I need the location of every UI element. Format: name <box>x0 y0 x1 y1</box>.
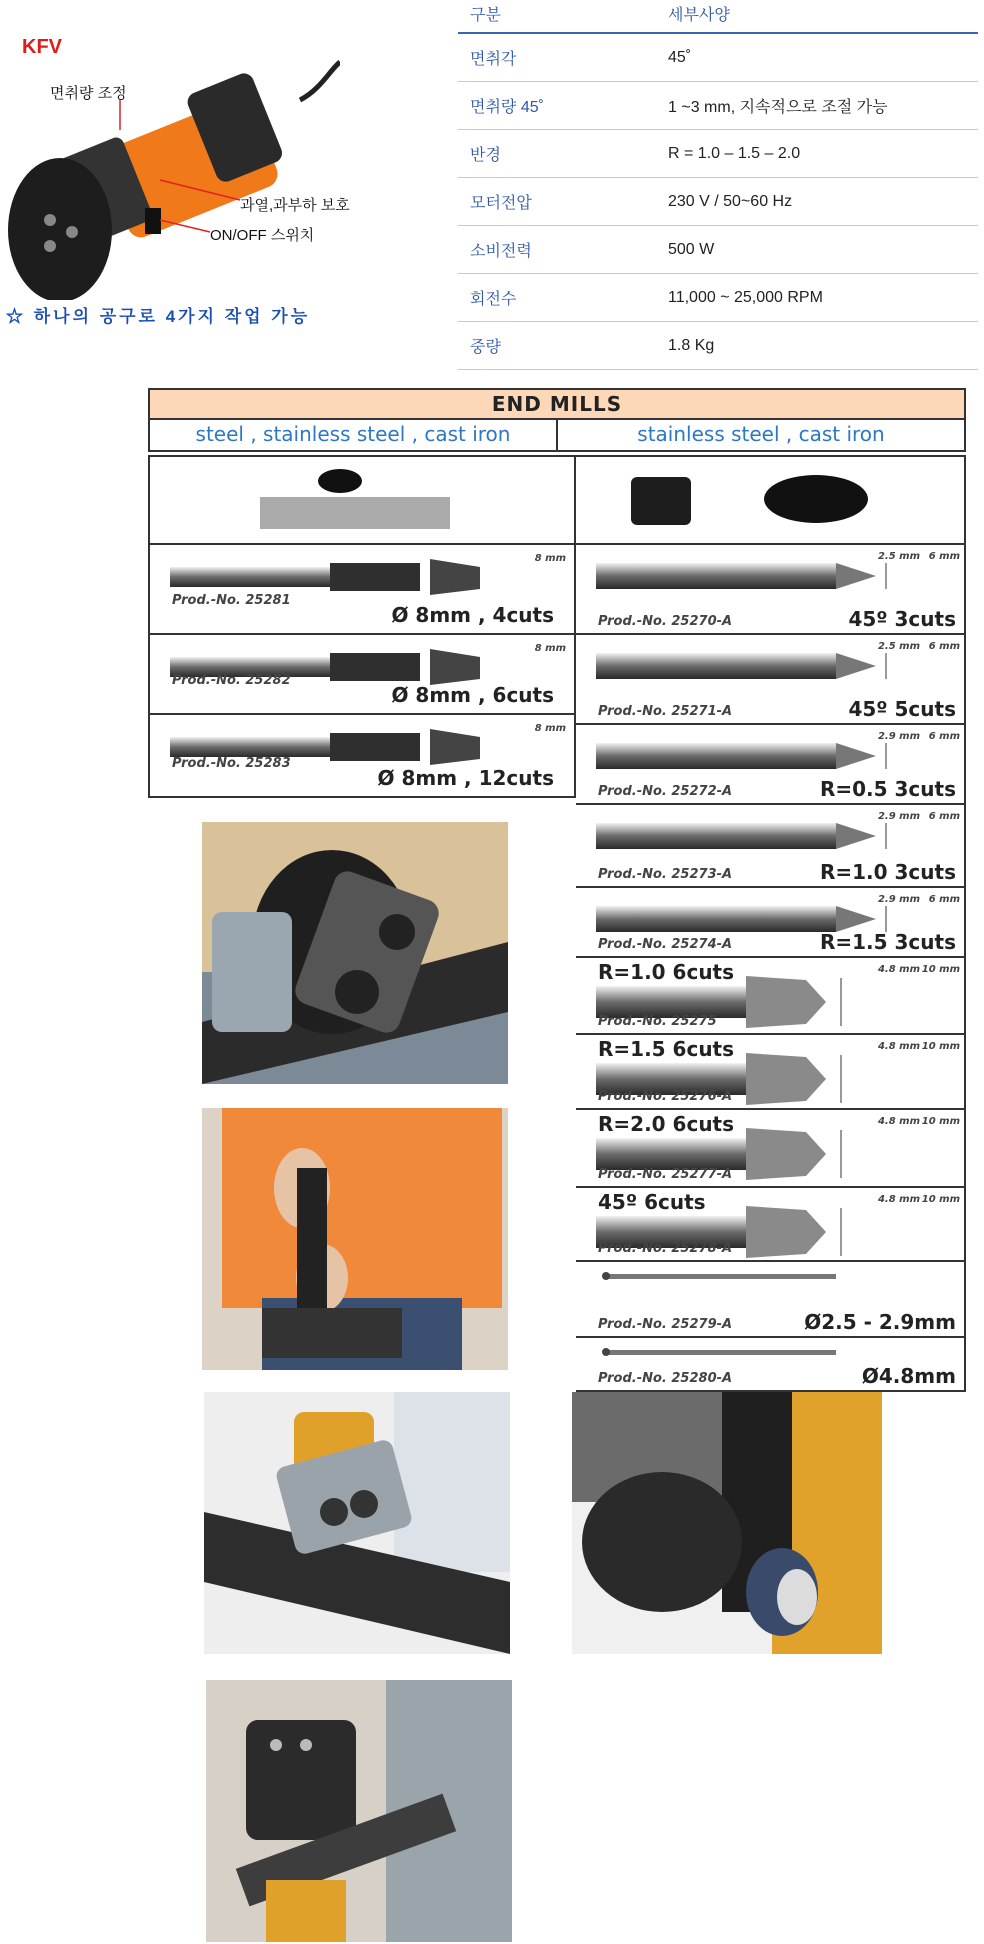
cut-spec: Ø2.5 - 2.9mm <box>804 1310 956 1334</box>
dim-label: 6 mm <box>928 641 960 652</box>
cell-end-mill-right <box>576 1110 966 1188</box>
spec-value: 230 V / 50~60 Hz <box>668 192 793 210</box>
prod-number: Prod.-No. 25283 <box>172 756 291 771</box>
promo-text: ☆ 하나의 공구로 4가지 작업 가능 <box>6 307 311 326</box>
dim-label: 2.5 mm <box>877 551 920 562</box>
spec-table <box>458 0 978 370</box>
dim-label: 8 mm <box>534 723 566 734</box>
cell-end-mill-left <box>148 545 576 635</box>
prod-number: Prod.-No. 25277-A <box>598 1167 733 1182</box>
dim-label: 4.8 mm <box>877 1194 920 1205</box>
cell-end-mill-right <box>576 958 966 1035</box>
prod-number: Prod.-No. 25274-A <box>598 937 733 952</box>
cut-spec: R=1.0 3cuts <box>819 860 956 884</box>
cut-spec: R=1.5 6cuts <box>598 1037 735 1061</box>
spec-key: 모터전압 <box>470 195 532 212</box>
prod-number: Prod.-No. 25279-A <box>598 1317 733 1332</box>
cut-spec: 45º 3cuts <box>848 607 956 631</box>
spec-row <box>458 274 978 322</box>
prod-number: Prod.-No. 25282 <box>172 673 291 688</box>
dim-label: 10 mm <box>921 964 960 975</box>
cut-spec: 45º 6cuts <box>598 1190 706 1214</box>
cut-spec: Ø 8mm , 12cuts <box>377 766 554 790</box>
spec-row <box>458 226 978 274</box>
spec-value: R = 1.0 – 1.5 – 2.0 <box>668 144 801 162</box>
tool-clamped-photo <box>206 1680 512 1942</box>
spec-key: 면취량 45˚ <box>470 99 544 116</box>
dim-label: 2.5 mm <box>877 641 920 652</box>
prod-number: Prod.-No. 25271-A <box>598 704 733 719</box>
cut-spec: Ø4.8mm <box>861 1364 956 1388</box>
dim-label: 2.9 mm <box>877 894 920 905</box>
dim-label: 8 mm <box>534 643 566 654</box>
dim-label: 6 mm <box>928 894 960 905</box>
spec-key: 회전수 <box>470 291 517 308</box>
end-mills-columns <box>148 420 966 452</box>
dim-label: 6 mm <box>928 551 960 562</box>
dim-label: 10 mm <box>921 1116 960 1127</box>
spec-row <box>458 322 978 370</box>
end-mills-table <box>148 388 966 452</box>
cell-end-mill-right <box>576 725 966 805</box>
callout-onoff-switch: ON/OFF 스위치 <box>210 227 315 244</box>
cell-end-mill-left <box>148 715 576 798</box>
depth-knob-photo <box>572 1392 882 1654</box>
cell-end-mill-right <box>576 635 966 725</box>
dim-label: 10 mm <box>921 1194 960 1205</box>
prod-number: Prod.-No. 25280-A <box>598 1371 733 1386</box>
cell-end-mill-right <box>576 1188 966 1262</box>
guide-plates-image <box>576 457 966 543</box>
cut-spec: R=1.5 3cuts <box>819 930 956 954</box>
dim-label: 4.8 mm <box>877 964 920 975</box>
dim-label: 6 mm <box>928 731 960 742</box>
dim-label: 4.8 mm <box>877 1041 920 1052</box>
spec-value: 1.8 Kg <box>668 336 715 354</box>
cell-end-mill-right <box>576 1338 966 1392</box>
cut-spec: Ø 8mm , 6cuts <box>391 683 554 707</box>
tool-edge-photo <box>204 1392 510 1654</box>
operator-photo <box>202 1108 508 1370</box>
spec-value: 1 ~3 mm, 지속적으로 조절 가능 <box>668 99 888 116</box>
spec-header-key: 구분 <box>470 7 501 24</box>
cell-right-header-image <box>576 455 966 545</box>
callout-chamfer-adjust: 면취량 조정 <box>50 85 127 102</box>
dim-label: 4.8 mm <box>877 1116 920 1127</box>
dim-label: 6 mm <box>928 811 960 822</box>
spec-value: 500 W <box>668 240 715 258</box>
spec-header-value: 세부사양 <box>668 7 730 24</box>
cell-end-mill-right <box>576 1035 966 1110</box>
dim-label: 10 mm <box>921 1041 960 1052</box>
spec-table-header <box>458 0 978 34</box>
cut-spec: R=1.0 6cuts <box>598 960 735 984</box>
carriage-image <box>150 457 570 543</box>
cell-end-mill-right <box>576 888 966 958</box>
end-mills-column-right: stainless steel , cast iron <box>556 420 964 450</box>
spec-key: 면취각 <box>470 51 517 68</box>
spec-key: 반경 <box>470 147 501 164</box>
cut-spec: R=0.5 3cuts <box>819 777 956 801</box>
spec-key: 중량 <box>470 339 501 356</box>
spec-row <box>458 130 978 178</box>
cell-end-mill-right <box>576 805 966 888</box>
callout-overheat-protection: 과열,과부하 보호 <box>240 197 350 214</box>
cell-end-mill-right <box>576 1262 966 1338</box>
cut-spec: 45º 5cuts <box>848 697 956 721</box>
prod-number: Prod.-No. 25276-A <box>598 1089 733 1104</box>
end-mills-title: END MILLS <box>148 388 966 420</box>
cut-spec: Ø 8mm , 4cuts <box>391 603 554 627</box>
dim-label: 2.9 mm <box>877 811 920 822</box>
cell-end-mill-left <box>148 635 576 715</box>
spec-value: 45˚ <box>668 48 692 66</box>
dim-label: 8 mm <box>534 553 566 564</box>
cell-left-header-image <box>148 455 576 545</box>
tool-on-vise-photo <box>202 822 508 1084</box>
dim-label: 2.9 mm <box>877 731 920 742</box>
brand-label: KFV <box>22 36 62 58</box>
spec-row <box>458 82 978 130</box>
cut-spec: R=2.0 6cuts <box>598 1112 735 1136</box>
spec-value: 11,000 ~ 25,000 RPM <box>668 288 823 306</box>
prod-number: Prod.-No. 25272-A <box>598 784 733 799</box>
prod-number: Prod.-No. 25281 <box>172 593 291 608</box>
prod-number: Prod.-No. 25273-A <box>598 867 733 882</box>
spec-row <box>458 34 978 82</box>
cell-end-mill-right <box>576 545 966 635</box>
prod-number: Prod.-No. 25278-A <box>598 1241 733 1256</box>
spec-row <box>458 178 978 226</box>
prod-number: Prod.-No. 25275 <box>598 1014 717 1029</box>
spec-key: 소비전력 <box>470 243 532 260</box>
prod-number: Prod.-No. 25270-A <box>598 614 733 629</box>
end-mills-column-left: steel , stainless steel , cast iron <box>195 422 511 446</box>
